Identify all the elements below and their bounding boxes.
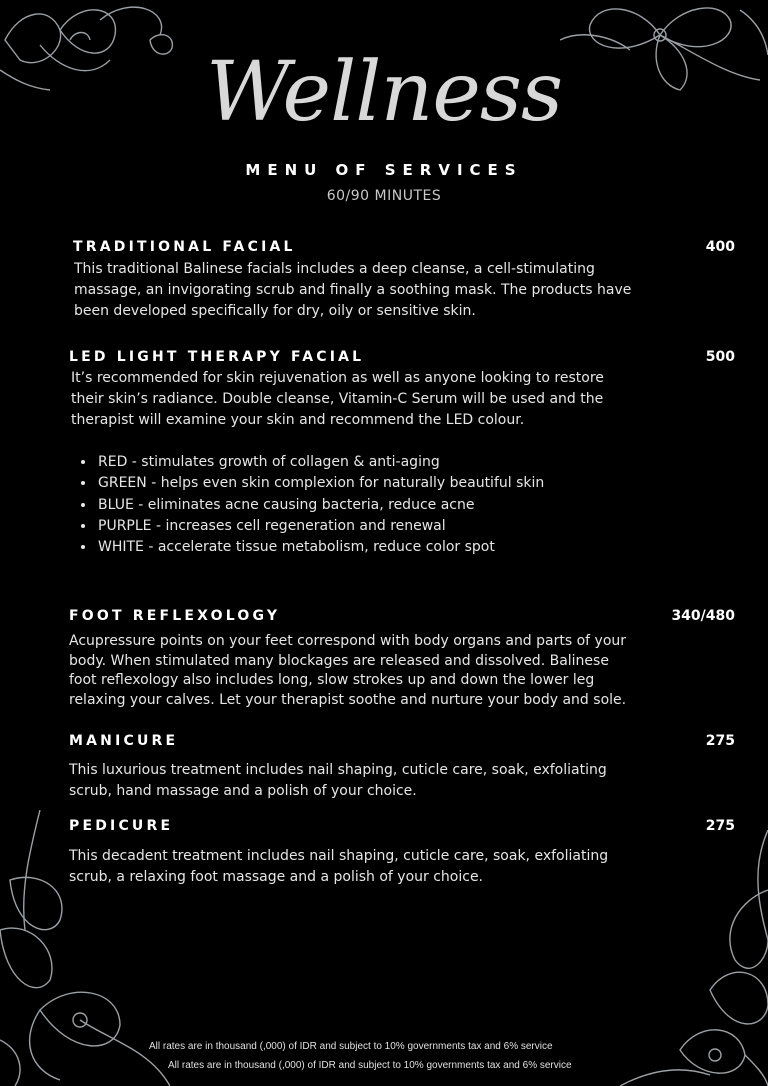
service-price: 340/480 xyxy=(671,608,735,624)
service-description: Acupressure points on your feet correspond with body organs and parts of your body. When stimulated many blockages are released and dissolved. Balinese foot reflexology also includes long, slow strokes up and down the lower leg relaxing your calves. Let your therapist soothe and nurture your body and sole. xyxy=(69,633,627,708)
service-name: TRADITIONAL FACIAL xyxy=(73,239,296,255)
page-title: Wellness xyxy=(205,45,563,140)
service-name: PEDICURE xyxy=(69,818,174,834)
service-name: MANICURE xyxy=(69,733,179,749)
service-name: LED LIGHT THERAPY FACIAL xyxy=(69,349,365,365)
list-item: • GREEN - helps even skin complexion for naturally beautiful skin xyxy=(96,473,656,494)
rates-footnote: All rates are in thousand (,000) of IDR and subject to 10% governments tax and 6% service xyxy=(168,1060,572,1071)
service-foot-reflexology xyxy=(0,608,768,713)
rates-footnote: All rates are in thousand (,000) of IDR and subject to 10% governments tax and 6% service xyxy=(149,1041,553,1052)
menu-subtitle: MENU OF SERVICES xyxy=(245,161,523,179)
service-description: This luxurious treatment includes nail shaping, cuticle care, soak, exfoliating scrub, hand massage and a polish of your choice. xyxy=(69,762,607,799)
list-item: • BLUE - eliminates acne causing bacteria, reduce acne xyxy=(96,495,656,516)
list-item: • PURPLE - increases cell regeneration and renewal xyxy=(96,516,656,537)
service-description: This decadent treatment includes nail shaping, cuticle care, soak, exfoliating scrub, a relaxing foot massage and a polish of your choice. xyxy=(69,848,609,885)
service-description: This traditional Balinese facials includes a deep cleanse, a cell-stimulating massage, an invigorating scrub and finally a soothing mask. The products have been developed specifically for dry, oily or sensitive skin. xyxy=(74,261,632,319)
service-description: It’s recommended for skin rejuvenation as well as anyone looking to restore their skin’s radiance. Double cleanse, Vitamin-C Serum will be used and the therapist will examine your skin and recommend the LED colour. xyxy=(71,370,604,428)
duration-label: 60/90 MINUTES xyxy=(326,188,442,204)
service-traditional-facial xyxy=(0,239,768,329)
service-name: FOOT REFLEXOLOGY xyxy=(69,608,281,624)
list-item: • WHITE - accelerate tissue metabolism, reduce color spot xyxy=(96,537,656,558)
service-manicure xyxy=(0,733,768,803)
service-price: 275 xyxy=(705,733,735,749)
service-led-light-therapy-facial xyxy=(0,349,768,564)
service-price: 275 xyxy=(705,818,735,834)
service-price: 400 xyxy=(705,239,735,255)
list-item: • RED - stimulates growth of collagen & anti-aging xyxy=(96,452,656,473)
led-colour-list xyxy=(78,452,656,558)
service-price: 500 xyxy=(705,349,735,365)
service-pedicure xyxy=(0,818,768,888)
